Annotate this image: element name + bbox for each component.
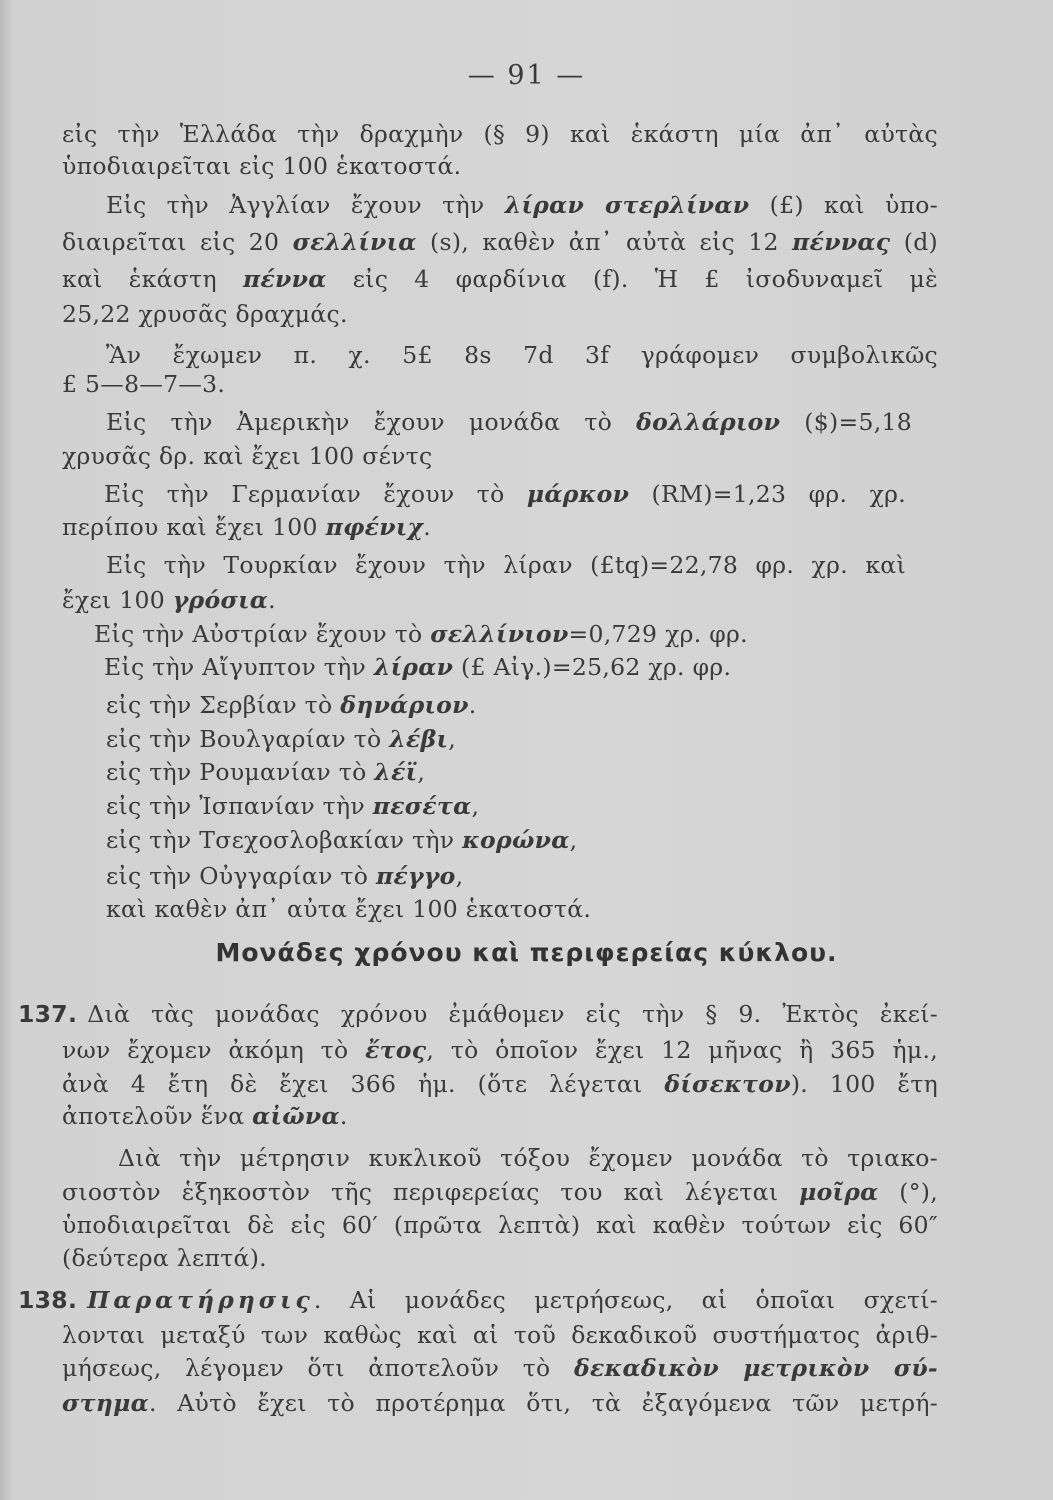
text: εἰς τὴν Ρουμανίαν τὸ [106,758,375,786]
term-dollarion: δολλάριον [636,408,781,436]
term-etos: ἔτος [365,1036,427,1064]
text-line: ὑποδιαιρεῖται δὲ εἰς 60′ (πρῶτα λεπτὰ) καὶ καθὲν τούτων εἰς 60″ [62,1211,938,1239]
text-line: Διὰ τὴν μέτρησιν κυκλικοῦ τόξου ἔχομεν μονάδα τὸ τριακο- [118,1144,938,1172]
text-line: 25,22 χρυσᾶς δραχμάς. [62,300,348,328]
text: Διὰ τὰς μονάδας χρόνου ἐμάθομεν εἰς τὴν § 9. Ἐκτὸς ἐκεί- [87,1000,938,1028]
term-lei: λέϊ [374,758,418,786]
text: ($)=5,18 [780,408,912,436]
text-line [106,406,912,438]
text: (d) [890,228,939,256]
text: εἰς τὴν Ἰσπανίαν τὴν [106,792,373,820]
text: . [268,586,276,614]
text-line [62,1068,938,1100]
text: , [569,826,578,854]
text-line [106,189,938,221]
term-moira: μοῖρα [799,1178,879,1206]
text: νων ἔχομεν ἀκόμη τὸ [62,1036,366,1064]
text-line [62,226,938,258]
section-heading: Μονάδες χρόνου καὶ περιφερείας κύκλου. [215,938,838,967]
text: εἰς τὴν Βουλγαρίαν τὸ [106,725,390,753]
text-line [94,618,748,650]
term-levi: λέβι [389,725,449,753]
text-line: ὑποδιαιρεῖται εἰς 100 ἑκατοστά. [62,152,462,180]
term-liran: λίραν [373,653,454,681]
text-line [62,1100,348,1132]
text-line [62,263,938,295]
text-line: χρυσᾶς δρ. καὶ ἔχει 100 σέντς [62,442,433,470]
term-dekadikon-metrikon: δεκαδικὸν μετρικὸν σύ- [574,1354,938,1382]
text: εἰς τὴν Σερβίαν τὸ [106,691,341,719]
text-line [106,790,479,822]
text: , τὸ ὁποῖον ἔχει 12 μῆνας ἢ 365 ἡμ., [426,1036,938,1064]
text: εἰς 4 φαρδίνια (f). Ἡ £ ἰσοδυναμεῖ μὲ [326,265,938,293]
text-line [106,689,477,721]
text: (£ Αἰγ.)=25,62 χρ. φρ. [453,653,732,681]
text-line [62,1176,938,1208]
text-line [106,723,456,755]
text: , [448,725,456,753]
term-systima: στημα [62,1389,150,1417]
text: (RM)=1,23 φρ. χρ. [629,480,906,508]
term-pfenich: πφένιχ [325,513,424,541]
text: Εἰς τὴν Αἴγυπτον τὴν [104,653,374,681]
text-line [62,584,276,616]
text-line: καὶ καθὲν ἀπ᾽ αὐτα ἔχει 100 ἑκατοστά. [106,895,592,923]
text: διαιρεῖται εἰς 20 [62,228,293,256]
text: , [471,792,480,820]
text: =0,729 χρ. φρ. [568,620,748,648]
text-line [62,1352,938,1384]
term-aiona: αἰῶνα [252,1102,340,1130]
text-line: Εἰς τὴν Τουρκίαν ἔχουν τὴν λίραν (£tq)=22,78 φρ. χρ. καὶ [106,551,906,579]
term-markon: μάρκον [526,480,630,508]
text-line: λονται μεταξύ των καθὼς καὶ αἱ τοῦ δεκαδικοῦ συστήματος ἀριθ- [62,1321,938,1349]
text: ἀποτελοῦν ἕνα [62,1102,253,1130]
text-line [106,756,425,788]
term-pennas: πέννας [792,228,891,256]
text: . Αὐτὸ ἔχει τὸ προτέρημα ὅτι, τὰ ἐξαγόμενα τῶν μετρή- [149,1389,938,1417]
text-line [62,511,431,543]
text: ἀνὰ 4 ἔτη δὲ ἔχει 366 ἡμ. (ὅτε λέγεται [62,1070,665,1098]
section-number-137: 137. [18,1000,78,1028]
text: . [339,1102,348,1130]
text: , [455,862,464,890]
text: , [417,758,426,786]
term-pengo: πέγγο [375,862,456,890]
term-penna: πέννα [242,265,327,293]
text-line: £ 5—8—7—3. [62,370,226,398]
text: σιοστὸν ἑξηκοστὸν τῆς περιφερείας του καὶ λέγεται [62,1178,800,1206]
text: Εἰς τὴν Αὐστρίαν ἔχουν τὸ [94,620,431,648]
term-korona: κορώνα [462,826,570,854]
text: (s), καθὲν ἀπ᾽ αὐτὰ εἰς 12 [416,228,793,256]
text: ἔχει 100 [62,586,173,614]
text: Εἰς τὴν Γερμανίαν ἔχουν τὸ [104,480,527,508]
text: εἰς τὴν Τσεχοσλοβακίαν τὴν [106,826,463,854]
text-line [62,1034,938,1066]
term-grosia: γρόσια [172,586,269,614]
text: περίπου καὶ ἔχει 100 [62,513,326,541]
term-dinarion: δηνάριον [340,691,469,719]
text-line [106,860,463,892]
text-line: Ἂν ἔχωμεν π. χ. 5£ 8s 7d 3f γράφομεν συμβολικῶς [106,341,938,369]
text-line [62,1387,938,1419]
text: ). 100 ἔτη [790,1070,938,1098]
page-number: — 91 — [467,60,586,91]
text-line [18,1284,938,1316]
term-sellinia: σελλίνια [292,228,417,256]
term-disekton: δίσεκτον [664,1070,791,1098]
text: . [423,513,432,541]
text-line: (δεύτερα λεπτά). [62,1244,267,1272]
text: μήσεως, λέγομεν ὅτι ἀποτελοῦν τὸ [62,1354,574,1382]
text: . Αἱ μονάδες μετρήσεως, αἱ ὁποῖαι σχετί- [313,1286,938,1314]
text-line [18,998,938,1030]
text: (°), [878,1178,939,1206]
text: (£) καὶ ὑπο- [749,191,938,219]
term-peseta: πεσέτα [372,792,472,820]
section-number-138: 138. [18,1286,78,1314]
text: Εἰς τὴν Ἀμερικὴν ἔχουν μονάδα τὸ [106,408,637,436]
text: . [468,691,477,719]
text-line [104,651,731,683]
text: καὶ ἑκάστη [62,265,243,293]
term-sellinion: σελλίνιον [430,620,569,648]
text-line: εἰς τὴν Ἑλλάδα τὴν δραχμὴν (§ 9) καὶ ἑκάστη μία ἀπ᾽ αὐτὰς [62,120,938,148]
text: Εἰς τὴν Ἀγγλίαν ἔχουν τὴν [106,191,505,219]
term-lira-sterlina: λίραν στερλίναν [504,191,750,219]
text-line [106,824,577,856]
text: εἰς τὴν Οὐγγαρίαν τὸ [106,862,376,890]
text-line [104,478,906,510]
term-paratirisis: Παρατήρησις [87,1286,314,1314]
